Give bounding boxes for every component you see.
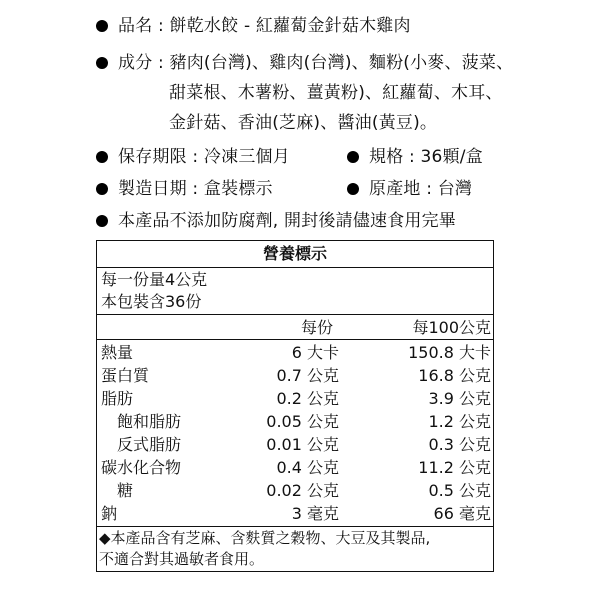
nutrition-table xyxy=(96,240,494,572)
per-serving-value: 0.05 公克 xyxy=(266,412,339,431)
origin: 原產地 : 台灣 xyxy=(369,179,473,199)
product-name: 品名 : 餅乾水餃 - 紅蘿蔔金針菇木雞肉 xyxy=(118,16,411,36)
nutrient-name: 飽和脂肪 xyxy=(117,412,182,431)
bullet-icon xyxy=(96,183,108,195)
bullet-icon xyxy=(347,183,359,195)
nutrient-name: 鈉 xyxy=(101,504,118,523)
per-serving-value: 0.01 公克 xyxy=(266,435,339,454)
per-100g-value: 11.2 公克 xyxy=(418,458,491,477)
per-serving-value: 0.4 公克 xyxy=(276,458,339,477)
divider xyxy=(97,339,493,340)
nutrient-name: 脂肪 xyxy=(101,389,134,408)
per-100g-value: 3.9 公克 xyxy=(428,389,491,408)
nutrient-name: 糖 xyxy=(117,481,134,500)
nutrition-title: 營養標示 xyxy=(97,241,493,268)
per-100g-value: 150.8 大卡 xyxy=(408,343,491,362)
nutrition-row xyxy=(97,456,493,479)
shelf-life: 保存期限 : 冷凍三個月 xyxy=(118,147,290,167)
preservative-notice: 本產品不添加防腐劑, 開封後請儘速食用完畢 xyxy=(118,211,457,231)
nutrient-name: 蛋白質 xyxy=(101,366,150,385)
nutrition-row xyxy=(97,341,493,364)
divider xyxy=(97,314,493,315)
per-100g-value: 0.5 公克 xyxy=(428,481,491,500)
ingredients-line-3: 金針菇、香油(芝麻)、醬油(黃豆)。 xyxy=(169,113,438,133)
per-serving-value: 0.2 公克 xyxy=(276,389,339,408)
manufacture-date: 製造日期 : 盒裝標示 xyxy=(118,179,273,199)
col-header-per-100g: 每100公克 xyxy=(412,318,491,337)
per-100g-value: 66 毫克 xyxy=(433,504,491,523)
per-100g-value: 0.3 公克 xyxy=(428,435,491,454)
per-serving-value: 0.02 公克 xyxy=(266,481,339,500)
nutrition-row xyxy=(97,364,493,387)
nutrition-row xyxy=(97,387,493,410)
per-serving-value: 0.7 公克 xyxy=(276,366,339,385)
col-header-per-serving: 每份 xyxy=(301,318,334,337)
nutrition-row xyxy=(97,410,493,433)
servings-per-pack: 本包裝含36份 xyxy=(101,292,202,311)
allergen-note-line-1: ◆本產品含有芝麻、含麩質之穀物、大豆及其製品, xyxy=(99,529,431,547)
per-100g-value: 16.8 公克 xyxy=(418,366,491,385)
bullet-icon xyxy=(96,151,108,163)
nutrient-name: 反式脂肪 xyxy=(117,435,182,454)
nutrition-row xyxy=(97,433,493,456)
per-100g-value: 1.2 公克 xyxy=(428,412,491,431)
bullet-icon xyxy=(347,151,359,163)
allergen-note-line-2: 不適合對其過敏者食用。 xyxy=(99,550,265,568)
nutrient-name: 熱量 xyxy=(101,343,134,362)
nutrient-name: 碳水化合物 xyxy=(101,458,182,477)
spec: 規格 : 36顆/盒 xyxy=(369,147,483,167)
nutrition-row xyxy=(97,479,493,502)
serving-size: 每一份量4公克 xyxy=(101,270,208,289)
per-serving-value: 6 大卡 xyxy=(291,343,339,362)
ingredients-line-1: 成分 : 豬肉(台灣)、雞肉(台灣)、麵粉(小麥、菠菜、 xyxy=(118,53,514,73)
ingredients-line-2: 甜菜根、木薯粉、薑黃粉)、紅蘿蔔、木耳、 xyxy=(169,83,503,103)
per-serving-value: 3 毫克 xyxy=(291,504,339,523)
nutrition-row xyxy=(97,502,493,525)
bullet-icon xyxy=(96,57,108,69)
bullet-icon xyxy=(96,215,108,227)
bullet-icon xyxy=(96,20,108,32)
